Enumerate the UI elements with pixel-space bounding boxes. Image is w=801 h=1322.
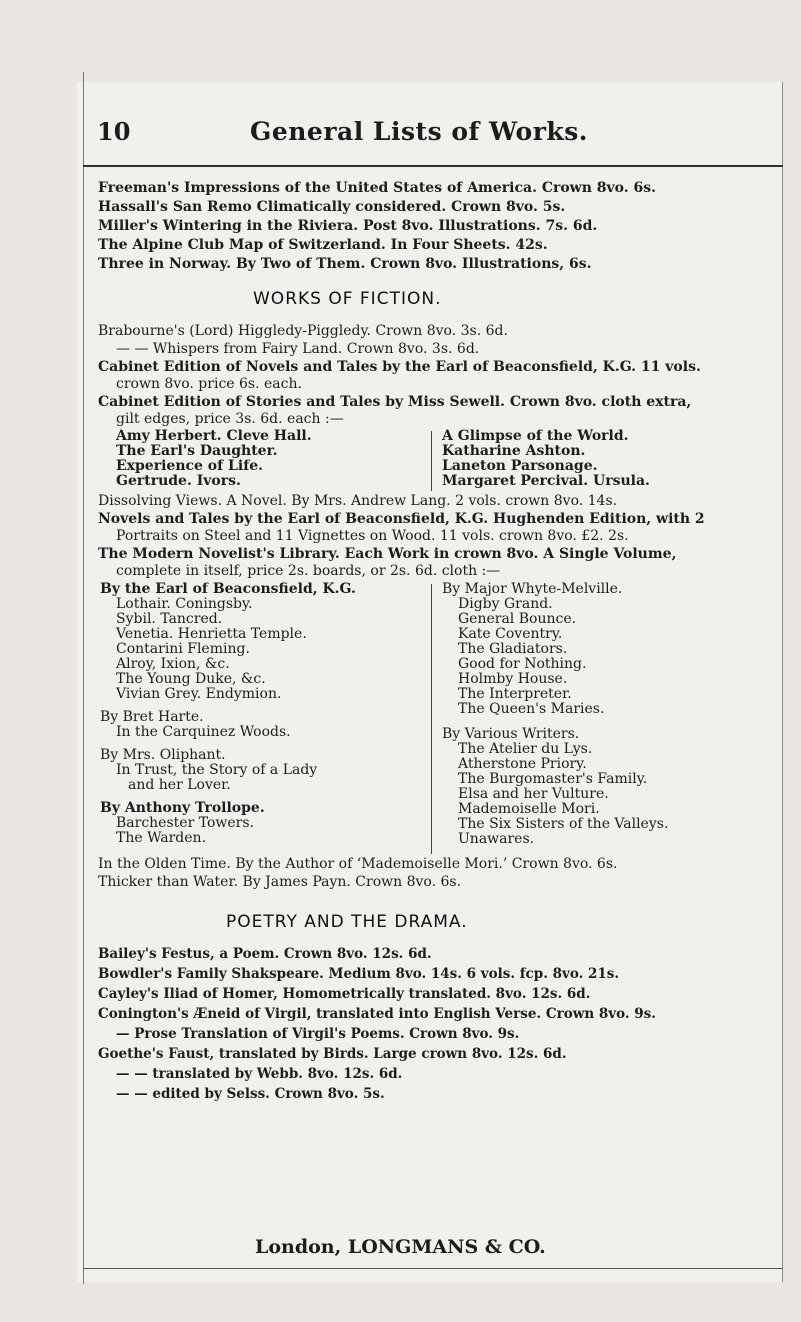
list-item: Elsa and her Vulture. bbox=[458, 786, 609, 802]
entry-line: The Modern Novelist's Library. Each Work in crown 8vo. A Single Volume, bbox=[98, 546, 677, 562]
entry-line: Freeman's Impressions of the United States of America. Crown 8vo. 6s. bbox=[98, 180, 656, 196]
list-item: The Young Duke, &c. bbox=[116, 671, 266, 687]
list-item: The Six Sisters of the Valleys. bbox=[458, 816, 669, 832]
list-item: Unawares. bbox=[458, 831, 535, 847]
list-item: In the Carquinez Woods. bbox=[116, 724, 291, 740]
list-item: Kate Coventry. bbox=[458, 626, 563, 642]
list-item: The Interpreter. bbox=[458, 686, 572, 702]
entry-line: Miller's Wintering in the Riviera. Post 8vo. Illustrations. 7s. 6d. bbox=[98, 218, 598, 234]
list-item: Vivian Grey. Endymion. bbox=[116, 686, 282, 702]
sewell-list-left bbox=[116, 429, 312, 489]
author-heading: By the Earl of Beaconsfield, K.G. bbox=[100, 581, 356, 597]
entry-line: Brabourne's (Lord) Higgledy-Piggledy. Crown 8vo. 3s. 6d. bbox=[98, 323, 508, 339]
list-item: Amy Herbert. Cleve Hall. bbox=[116, 428, 312, 444]
list-item: The Burgomaster's Family. bbox=[458, 771, 648, 787]
entry-line: Hassall's San Remo Climatically considered. Crown 8vo. 5s. bbox=[98, 199, 566, 215]
list-item: Contarini Fleming. bbox=[116, 641, 250, 657]
entry-line: complete in itself, price 2s. boards, or 2s. 6d. cloth :— bbox=[116, 563, 501, 579]
list-item: and her Lover. bbox=[128, 777, 231, 793]
entry-line: Conington's Æneid of Virgil, translated into English Verse. Crown 8vo. 9s. bbox=[98, 1006, 656, 1022]
entry-line: gilt edges, price 3s. 6d. each :— bbox=[116, 411, 344, 427]
list-item: Good for Nothing. bbox=[458, 656, 587, 672]
publisher-imprint: London, LONGMANS & CO. bbox=[255, 1236, 546, 1258]
entry-line: — Prose Translation of Virgil's Poems. Crown 8vo. 9s. bbox=[116, 1026, 520, 1042]
author-heading: By Major Whyte-Melville. bbox=[442, 581, 623, 597]
section-heading-fiction: WORKS OF FICTION. bbox=[253, 289, 442, 309]
list-item: Atherstone Priory. bbox=[458, 756, 587, 772]
author-heading: By Bret Harte. bbox=[100, 709, 204, 725]
column-divider bbox=[431, 431, 432, 491]
list-item: The Gladiators. bbox=[458, 641, 568, 657]
entry-line: Bailey's Festus, a Poem. Crown 8vo. 12s. 6d. bbox=[98, 946, 432, 962]
header-rule bbox=[83, 165, 783, 167]
list-item: The Queen's Maries. bbox=[458, 701, 605, 717]
list-item: Laneton Parsonage. bbox=[442, 458, 598, 474]
list-item: Margaret Percival. Ursula. bbox=[442, 473, 650, 489]
list-item: Barchester Towers. bbox=[116, 815, 254, 831]
list-item: Sybil. Tancred. bbox=[116, 611, 223, 627]
entry-line: — — edited by Selss. Crown 8vo. 5s. bbox=[116, 1086, 385, 1102]
entry-line: — — translated by Webb. 8vo. 12s. 6d. bbox=[116, 1066, 403, 1082]
entry-line: Dissolving Views. A Novel. By Mrs. Andrew Lang. 2 vols. crown 8vo. 14s. bbox=[98, 493, 618, 509]
entry-line: In the Olden Time. By the Author of ‘Mademoiselle Mori.’ Crown 8vo. 6s. bbox=[98, 856, 618, 872]
entry-line: Cayley's Iliad of Homer, Homometrically translated. 8vo. 12s. 6d. bbox=[98, 986, 591, 1002]
library-list-left bbox=[100, 582, 356, 846]
entry-line: Thicker than Water. By James Payn. Crown 8vo. 6s. bbox=[98, 874, 462, 890]
list-item: Holmby House. bbox=[458, 671, 568, 687]
left-rule bbox=[83, 72, 84, 1284]
list-item: The Warden. bbox=[116, 830, 207, 846]
list-item: A Glimpse of the World. bbox=[442, 428, 629, 444]
column-divider bbox=[431, 584, 432, 854]
right-rule bbox=[782, 82, 783, 1282]
list-item: General Bounce. bbox=[458, 611, 577, 627]
author-heading: By Various Writers. bbox=[442, 726, 580, 742]
section-heading-poetry: POETRY AND THE DRAMA. bbox=[226, 912, 468, 932]
entry-line: The Alpine Club Map of Switzerland. In Four Sheets. 42s. bbox=[98, 237, 548, 253]
list-item: In Trust, the Story of a Lady bbox=[116, 762, 318, 778]
list-item: Venetia. Henrietta Temple. bbox=[116, 626, 307, 642]
list-item: Experience of Life. bbox=[116, 458, 263, 474]
author-heading: By Mrs. Oliphant. bbox=[100, 747, 226, 763]
entry-line: Bowdler's Family Shakspeare. Medium 8vo. 14s. 6 vols. fcp. 8vo. 21s. bbox=[98, 966, 620, 982]
entry-line: Portraits on Steel and 11 Vignettes on Wood. 11 vols. crown 8vo. £2. 2s. bbox=[116, 528, 629, 544]
entry-line: Goethe's Faust, translated by Birds. Large crown 8vo. 12s. 6d. bbox=[98, 1046, 567, 1062]
entry-line: — — Whispers from Fairy Land. Crown 8vo. 3s. 6d. bbox=[116, 341, 480, 357]
list-item: Gertrude. Ivors. bbox=[116, 473, 241, 489]
entry-line: Cabinet Edition of Novels and Tales by the Earl of Beaconsfield, K.G. 11 vols. bbox=[98, 359, 701, 375]
entry-line: Cabinet Edition of Stories and Tales by Miss Sewell. Crown 8vo. cloth extra, bbox=[98, 394, 692, 410]
list-item: Mademoiselle Mori. bbox=[458, 801, 600, 817]
list-item: Katharine Ashton. bbox=[442, 443, 586, 459]
entry-line: crown 8vo. price 6s. each. bbox=[116, 376, 302, 392]
list-item: Lothair. Coningsby. bbox=[116, 596, 253, 612]
library-list-right bbox=[442, 582, 668, 847]
sewell-list-right bbox=[442, 429, 650, 489]
list-item: The Atelier du Lys. bbox=[458, 741, 593, 757]
page-number: 10 bbox=[97, 117, 131, 146]
author-heading: By Anthony Trollope. bbox=[100, 800, 265, 816]
list-item: Digby Grand. bbox=[458, 596, 553, 612]
list-item: Alroy, Ixion, &c. bbox=[116, 656, 230, 672]
list-item: The Earl's Daughter. bbox=[116, 443, 278, 459]
entry-line: Three in Norway. By Two of Them. Crown 8vo. Illustrations, 6s. bbox=[98, 256, 592, 272]
footer-rule bbox=[83, 1268, 783, 1269]
running-head: General Lists of Works. bbox=[250, 117, 589, 146]
entry-line: Novels and Tales by the Earl of Beaconsfield, K.G. Hughenden Edition, with 2 bbox=[98, 511, 705, 527]
